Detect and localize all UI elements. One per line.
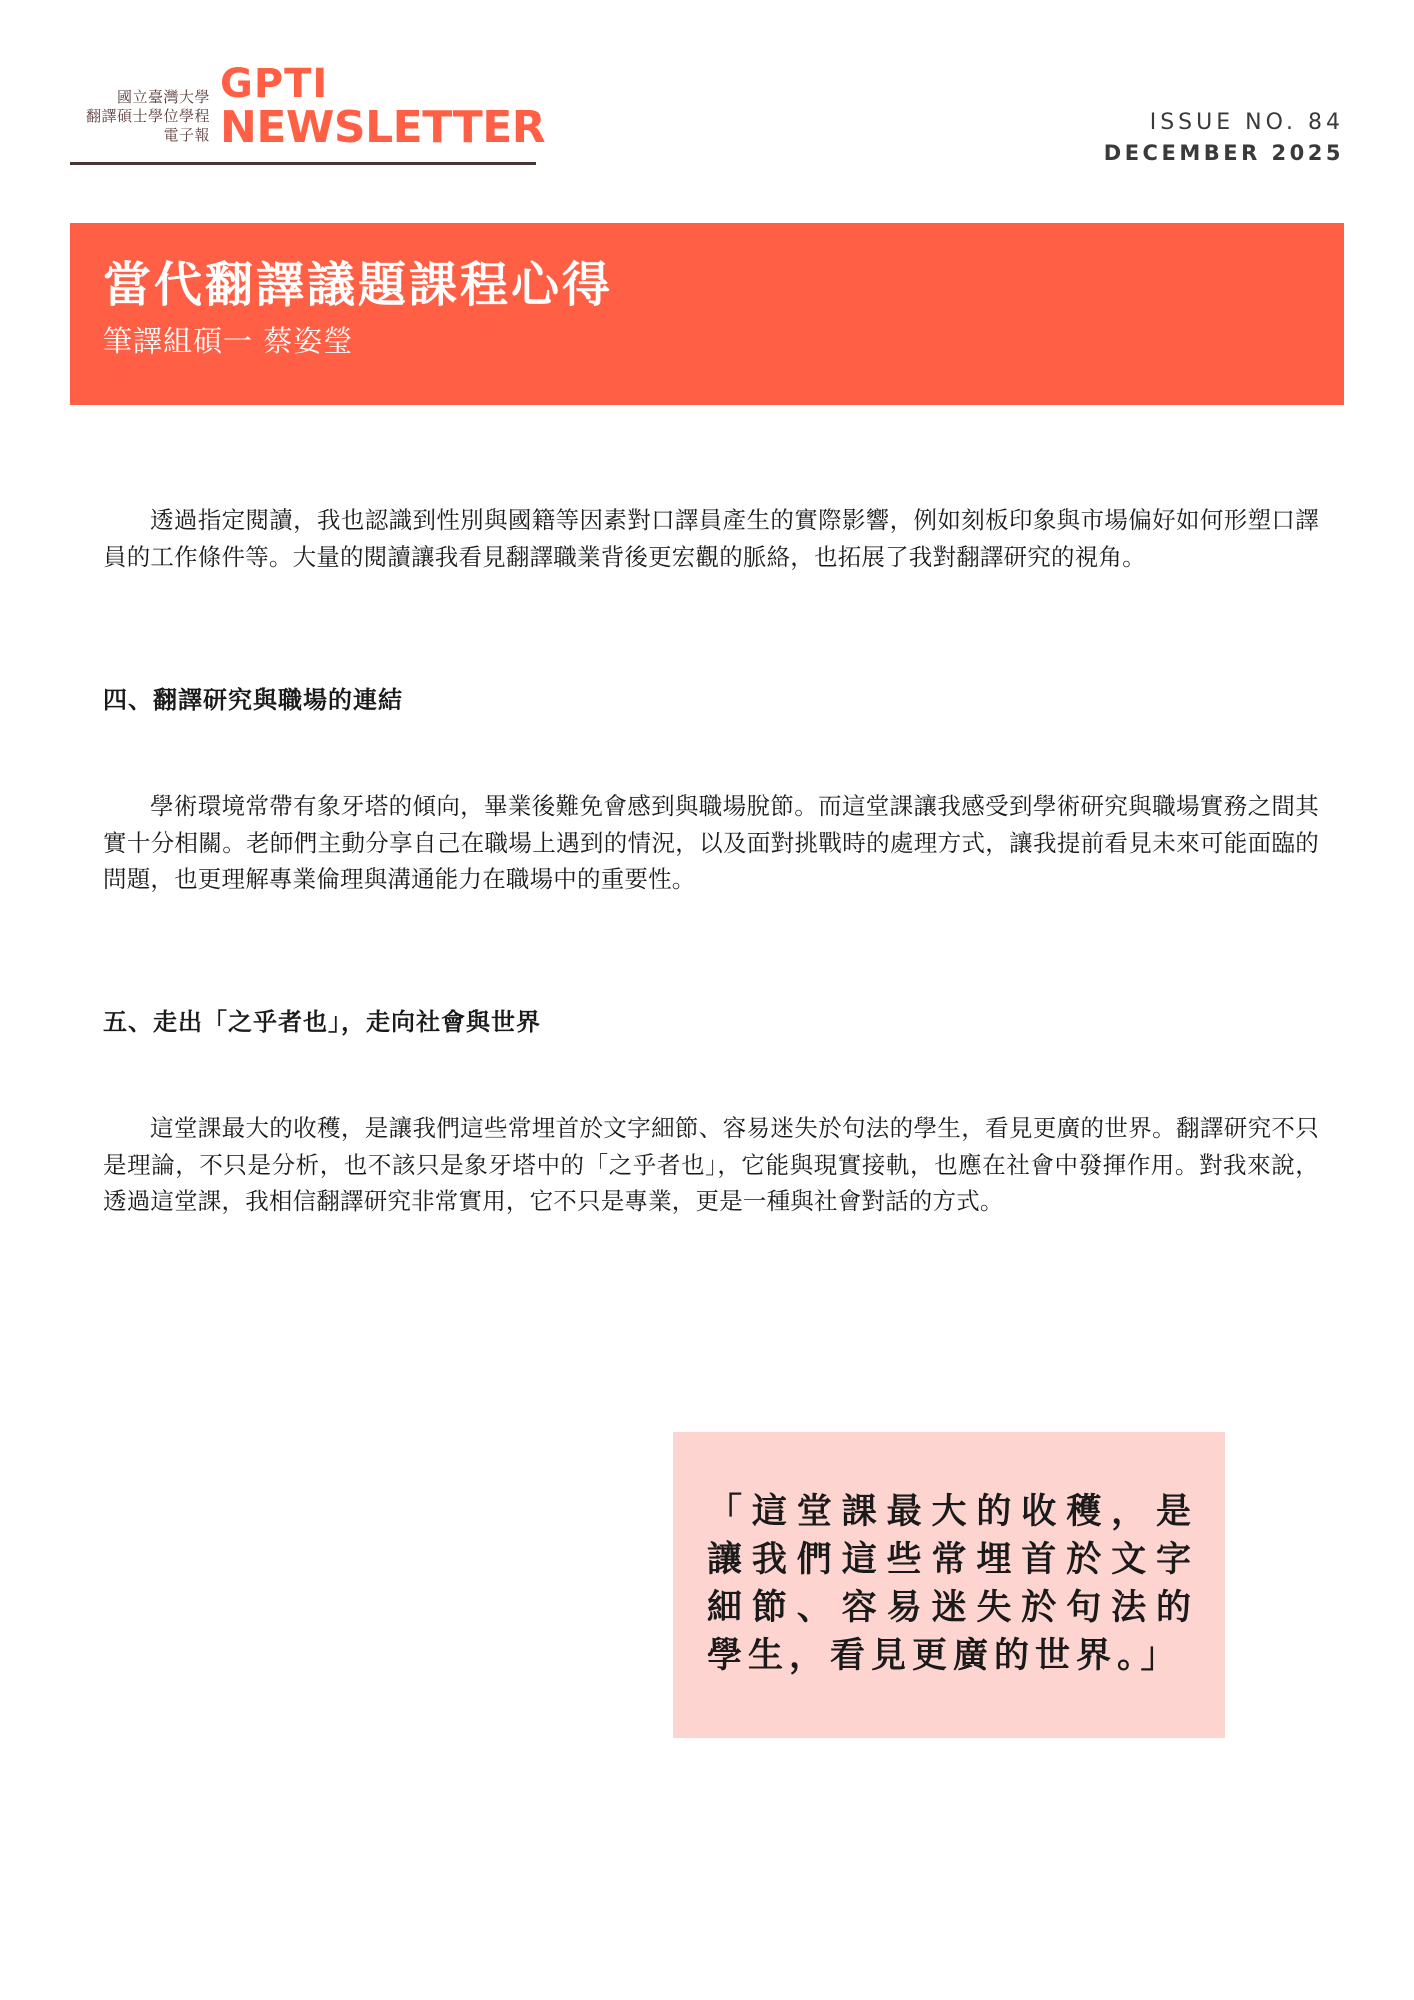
issue-date: DECEMBER 2025 xyxy=(1103,141,1344,165)
university-name xyxy=(70,88,210,145)
article-author: 筆譯組碩一 蔡姿瑩 xyxy=(103,324,354,358)
org-line-1: 國立臺灣大學 xyxy=(116,88,210,106)
pull-quote xyxy=(673,1432,1225,1738)
masthead-divider xyxy=(70,162,536,165)
org-line-2: 翻譯碩士學位學程 xyxy=(85,107,210,125)
section-heading-4: 四、翻譯研究與職場的連結 xyxy=(103,686,403,714)
title-banner xyxy=(70,223,1344,405)
article-title: 當代翻譯議題課程心得 xyxy=(103,257,614,313)
pull-quote-text: 「這堂課最大的收穫，是讓我們這些常埋首於文字細節、容易迷失於句法的學生，看見更廣的世界。」 xyxy=(707,1492,1197,1676)
body-paragraph-1: 透過指定閱讀，我也認識到性別與國籍等因素對口譯員產生的實際影響，例如刻板印象與市場偏好如何形塑口譯員的工作條件等。大量的閱讀讓我看見翻譯職業背後更宏觀的脈絡，也拓展了我對翻譯研究的視角。 xyxy=(103,506,1319,571)
body-paragraph-3: 這堂課最大的收穫，是讓我們這些常埋首於文字細節、容易迷失於句法的學生，看見更廣的世界。翻譯研究不只是理論，不只是分析，也不該只是象牙塔中的「之乎者也」，它能與現實接軌，也應在社會中發揮作用。對我來說，透過這堂課，我相信翻譯研究非常實用，它不只是專業，更是一種與社會對話的方式。 xyxy=(103,1114,1319,1215)
org-line-3: 電子報 xyxy=(163,126,210,144)
issue-info xyxy=(1104,108,1344,168)
body-paragraph-2: 學術環境常帶有象牙塔的傾向，畢業後難免會感到與職場脫節。而這堂課讓我感受到學術研究與職場實務之間其實十分相關。老師們主動分享自己在職場上遇到的情況，以及面對挑戰時的處理方式，讓我提前看見未來可能面臨的問題，也更理解專業倫理與溝通能力在職場中的重要性。 xyxy=(103,792,1319,893)
issue-number: ISSUE NO. 84 xyxy=(1149,110,1344,135)
newsletter-logo xyxy=(220,61,546,153)
logo-newsletter: NEWSLETTER xyxy=(220,102,546,153)
masthead xyxy=(70,56,546,166)
section-heading-5: 五、走出「之乎者也」，走向社會與世界 xyxy=(103,1008,541,1036)
logo-gpti: GPTI xyxy=(220,61,329,107)
